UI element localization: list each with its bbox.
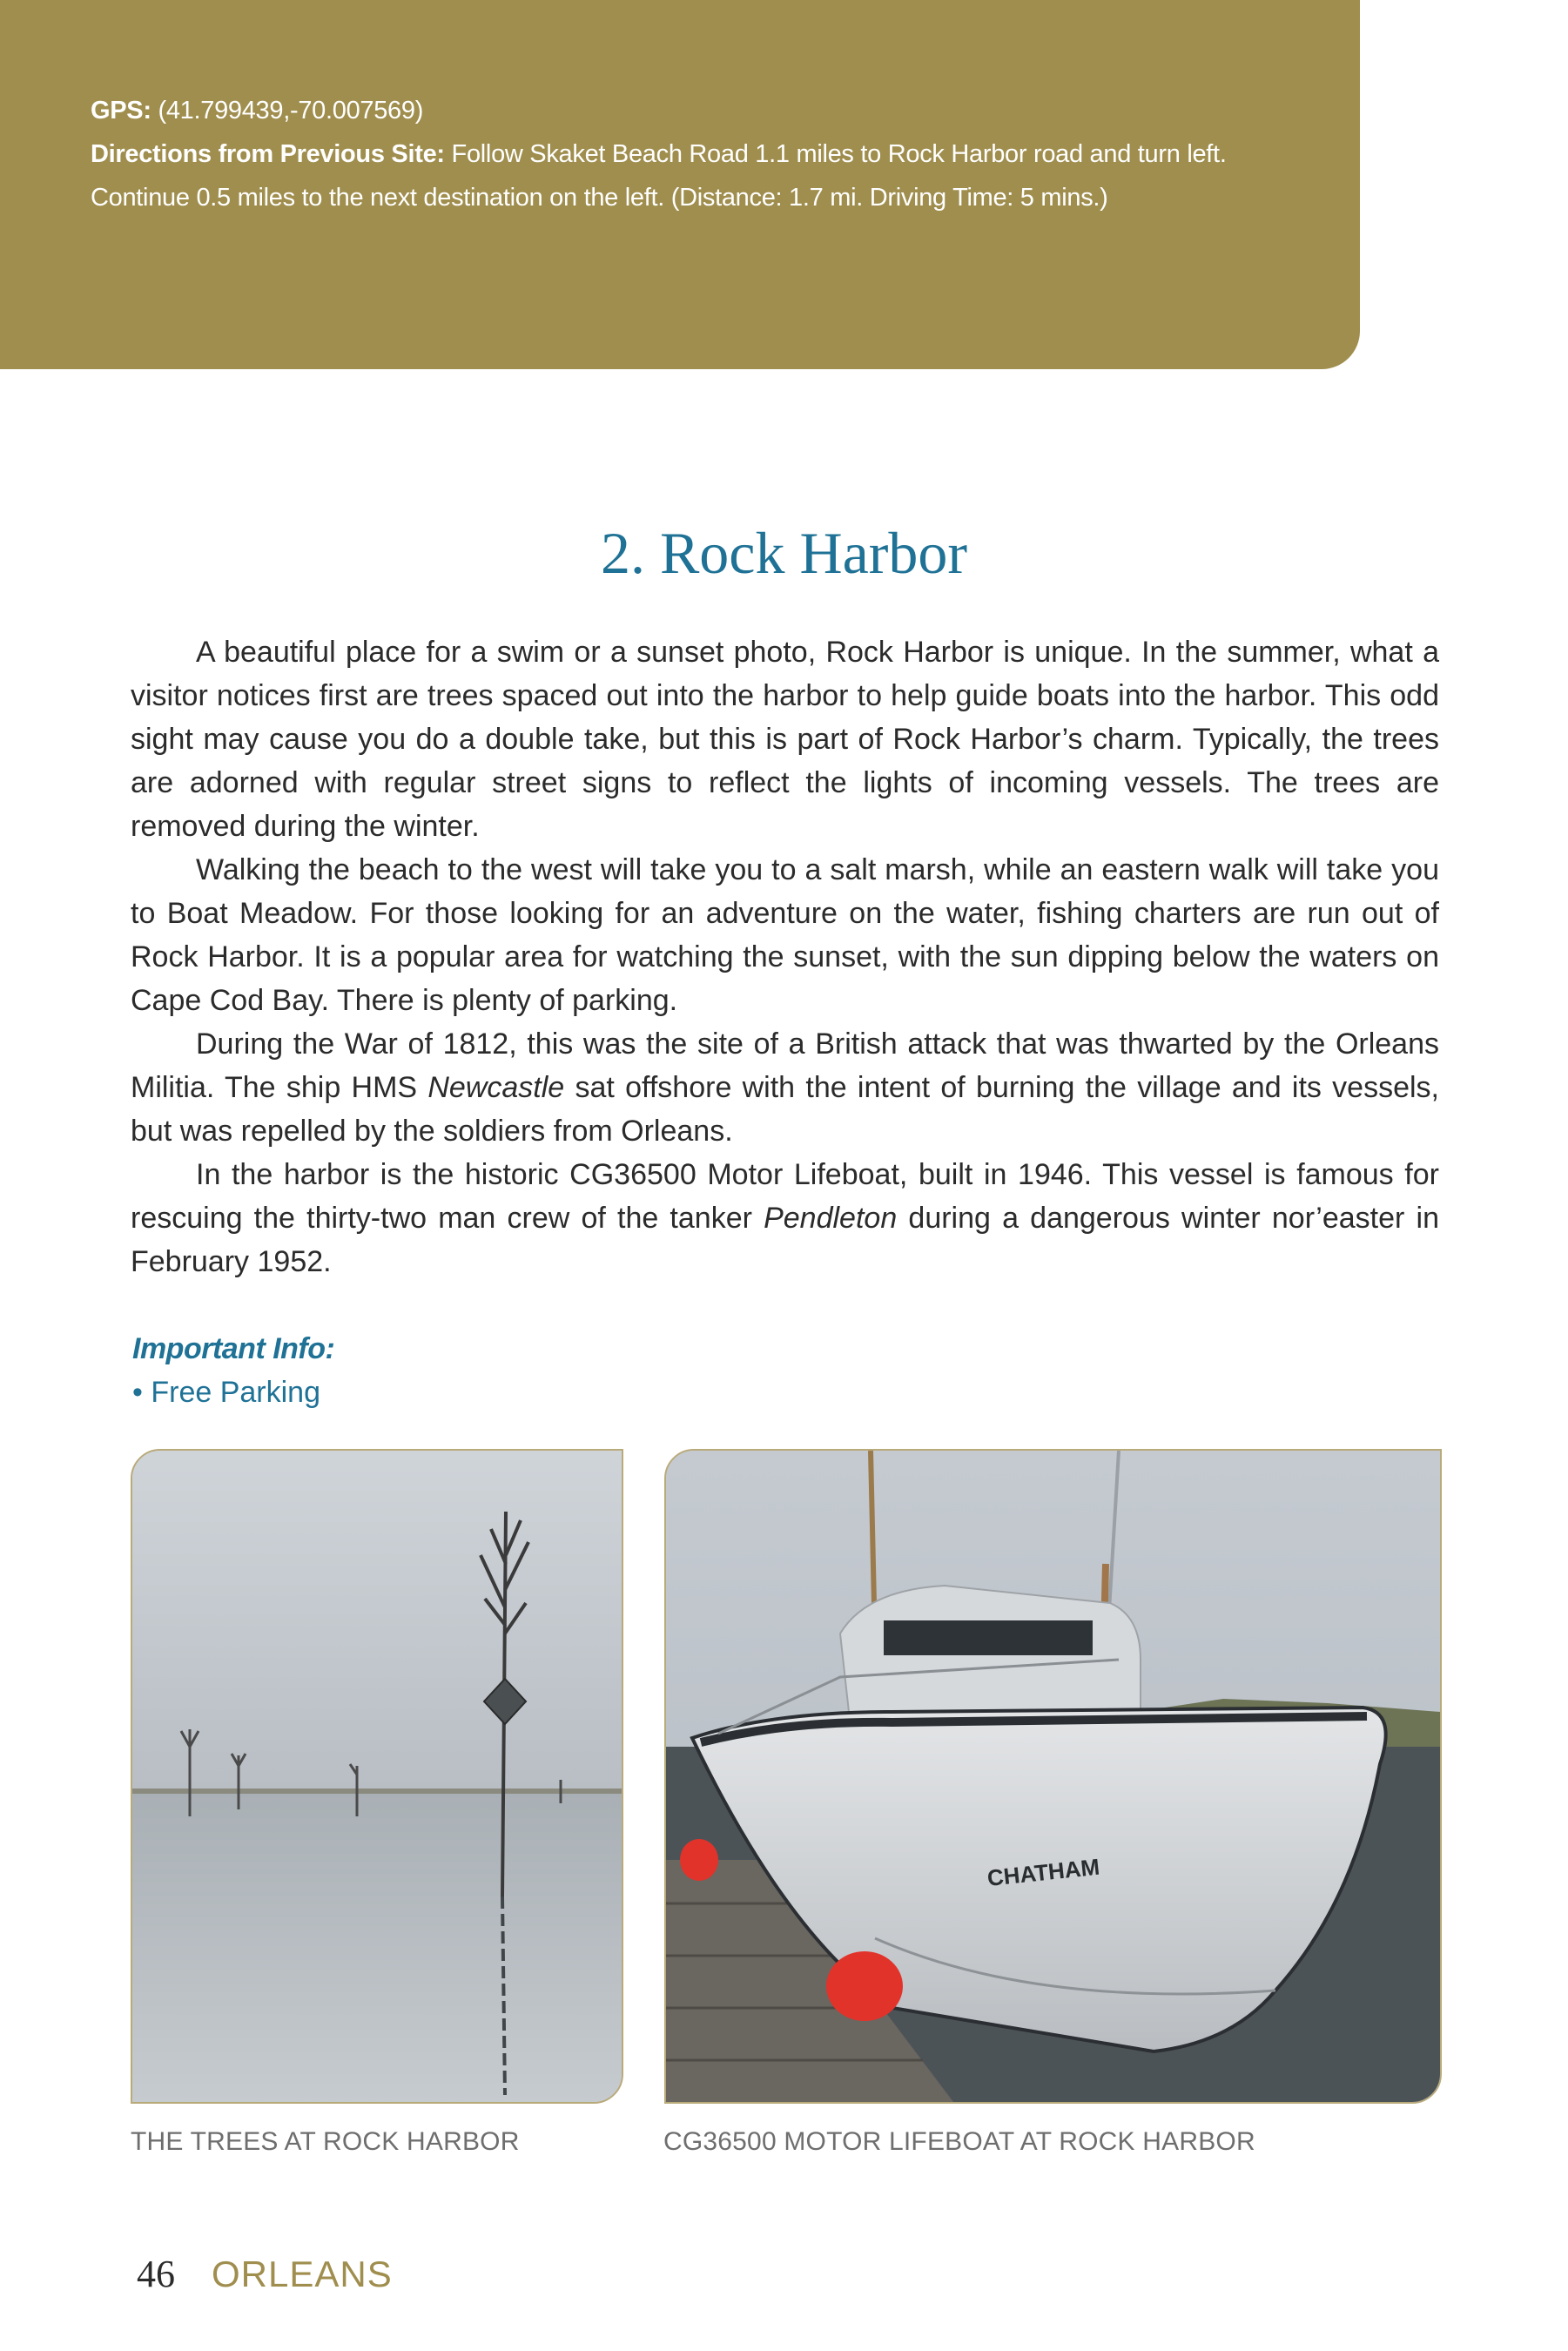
important-info-list [132,1371,320,1414]
paragraph-2: Walking the beach to the west will take you to a salt marsh, while an eastern walk will take you to Boat Meadow. For those looking for an adventure on the water, fishing charters are run out of Rock Harbor. It is a popular area for watching the sunset, with the sun dipping below the waters on Cape Cod Bay. There is plenty of parking. [131,853,1439,1017]
ship-name: Newcastle [427,1071,565,1104]
lifeboat-photo [664,1449,1442,2104]
section-name: ORLEANS [212,2253,393,2294]
directions-block [91,89,1327,219]
article-body [131,630,1439,1283]
info-item-parking: • Free Parking [132,1376,320,1409]
gps-label: GPS: [91,97,151,125]
directions-label: Directions from Previous Site: [91,140,445,168]
hull-name-text: CHATHAM [986,1853,1101,1891]
paragraph-1: A beautiful place for a swim or a sunset photo, Rock Harbor is unique. In the summer, what a visitor notices first are trees spaced out into the harbor to help guide boats into the harbor. This odd sight may cause you do a double take, but this is part of Rock Harbor’s charm. Typically, the trees are adorned with regular street signs to reflect the lights of incoming vessels. The trees are removed during the winter. [131,636,1439,843]
page-title: 2. Rock Harbor [600,520,968,586]
gps-value: (41.799439,-70.007569) [158,97,424,125]
paragraph-3: During the War of 1812, this was the site of a British attack that was thwarted by the Orleans Militia. The ship HMS Newcastle sat offshore with the intent of burning the village and its vessels, but was repelled by the soldiers from Orleans. [131,1027,1440,1148]
trees-photo [131,1449,623,2104]
paragraph-4: In the harbor is the historic CG36500 Motor Lifeboat, built in 1946. This vessel is famous for rescuing the thirty-two man crew of the tanker Pendleton during a dangerous winter nor’easter in February 1952. [131,1158,1439,1278]
trees-caption: THE TREES AT ROCK HARBOR [131,2127,520,2156]
tanker-name: Pendleton [764,1202,898,1235]
info-header-band [0,0,1360,369]
lifeboat-caption: CG36500 MOTOR LIFEBOAT AT ROCK HARBOR [663,2127,1255,2156]
directions-text: Follow Skaket Beach Road 1.1 miles to Rock Harbor road and turn left. Continue 0.5 miles to the next destination on the left. (Distance: 1.7 mi. Driving Time: 5 mins.) [91,140,1227,212]
important-info-heading: Important Info: [132,1332,335,1365]
page-number: 46 [137,2253,175,2295]
